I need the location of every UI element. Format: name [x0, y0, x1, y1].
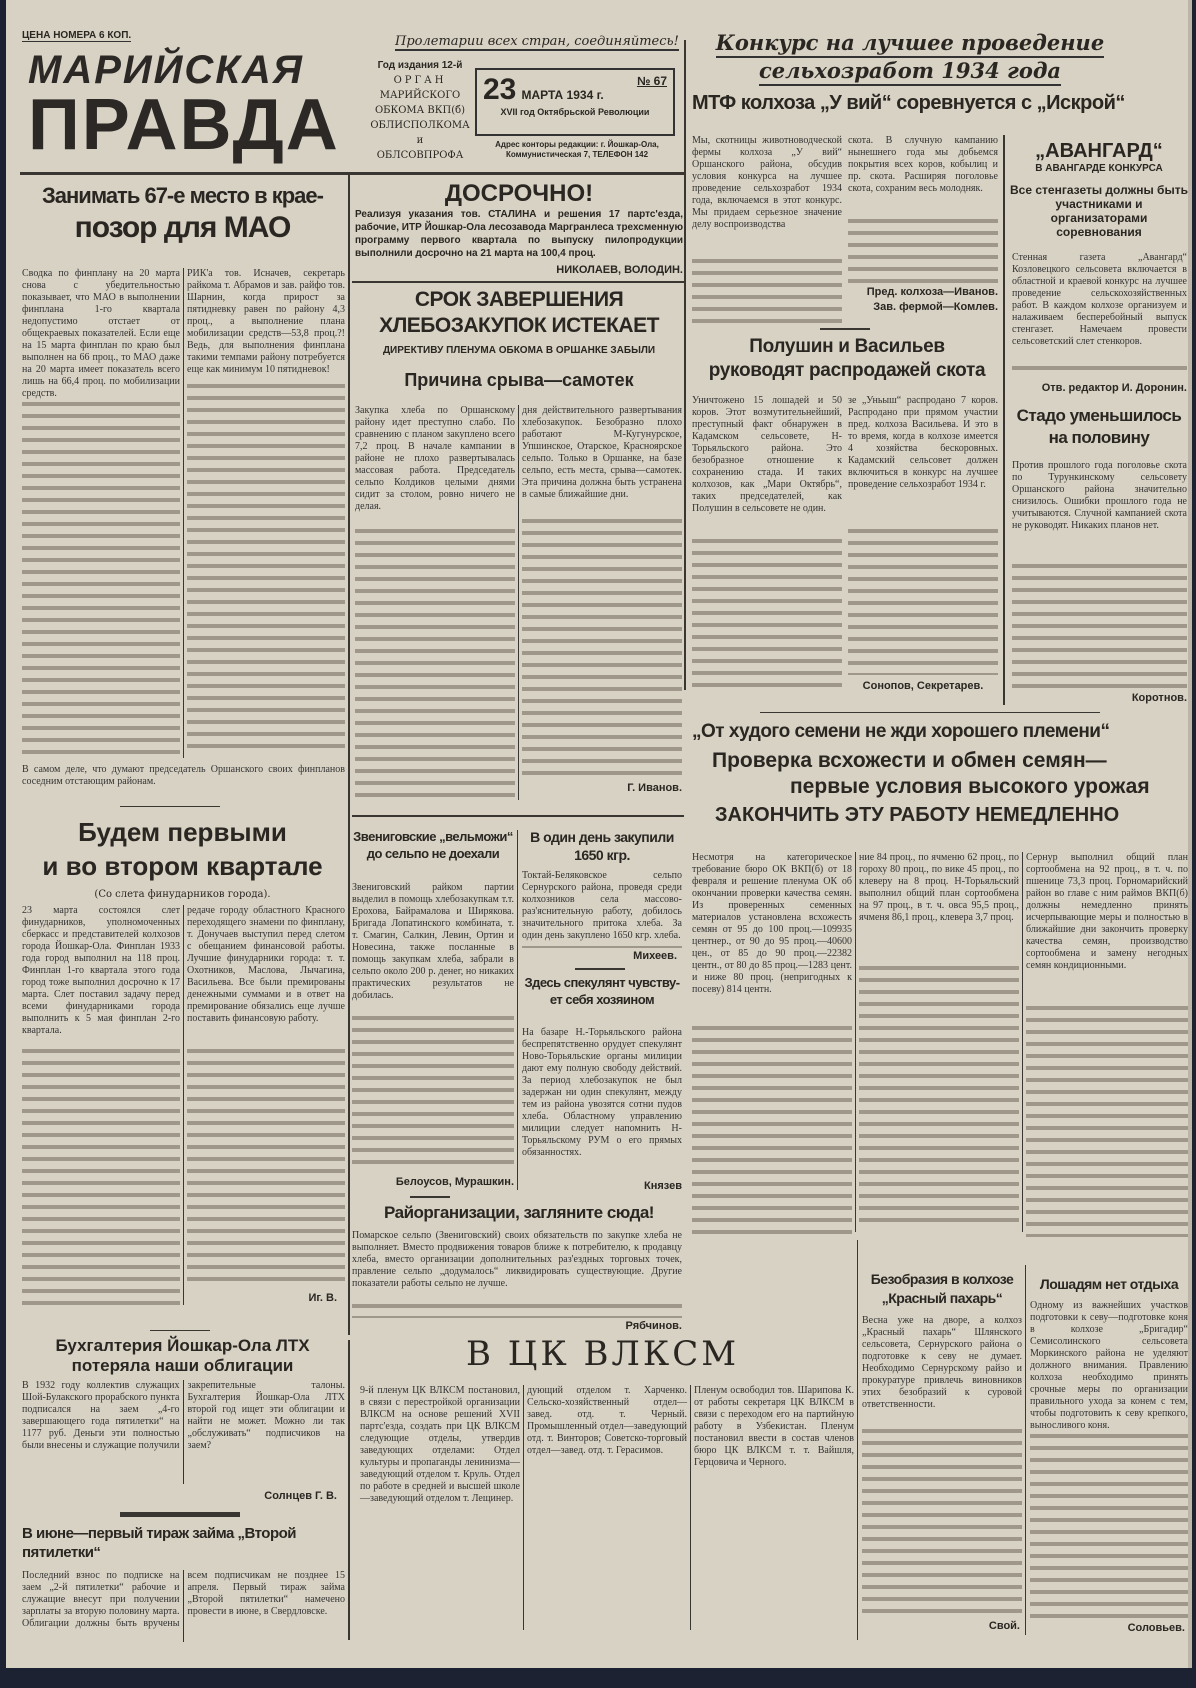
odin-den-headline	[522, 828, 682, 864]
dosrochno-text: Реализуя указания тов. СТАЛИНА и решения 17 партс'езда, рабочие, ИТР Йошкар-Ола лесозавода Маргранлеса трехсменную программу первого квартала по выпуску пилопродукции выполнили досрочно на 21 марта на 100,4 проц.	[355, 209, 683, 259]
buhgalteria-headline-line1: Бухгалтерия Йошкар-Ола ЛТХ	[55, 1336, 310, 1355]
budem-headline-line1: Будем первыми	[78, 817, 287, 847]
spekulyant-signature: Князев	[644, 1180, 682, 1192]
budem-col2: редаче городу областного Красного переходящего знамени по финплану, т. Донучаев выступил перед слетом с обещанием финансовой работы. Лучшие финударники города: т. т. Охотников, Маслова, Лычагина, Васильева. Все были премированы денежными суммами и в ответ на премирование обязались еще лучше поставить финансовую работу.	[187, 905, 345, 1287]
editorial-address: Адрес конторы редакции: г. Йошкар-Ола, Коммунистическая 7, ТЕЛЕФОН 142	[495, 140, 659, 159]
contest-line2: сельхозработ 1934 года	[759, 58, 1061, 86]
budem-col1: 23 марта состоялся слет финударников, уполномоченных сберкасс и представителей колхозов города Йошкар-Ола. Финплан 1933 года город выполнил на 118 проц. Финплан 1-го квартала этого года город тоже выполнил досрочно к 17 марта. Слет поставил задачу перед всеми финударниками города выполнить к 5 мая финплан 2-го квартала.	[22, 905, 180, 1305]
avangard-article	[1010, 140, 1188, 239]
srok-col1: Закупка хлеба по Оршанскому району идет преступно слабо. По сравнению с планом закуплено всего 7,2 проц. В начале кампании в районе не плохо развертывалась массовая работа. Председатель сельпо Колдиков целыми днями сидит за столом, ровно ничего не делая.	[355, 405, 515, 800]
seeds-col3: Сернур выполнил общий план сортообмена на 92 проц., в т. ч. по пшенице 73,3 проц. Горномарийский район во главе с ним раймов ВКП(б) должны немедленно принять исчерпывающие меры и полностью в ближайшие дни закончить проверку качества семян, производство сортообмена и замену негодных семян кондиционными.	[1026, 852, 1188, 1237]
spekulyant-headline-line1: Здесь спекулянт чувству-	[524, 975, 680, 990]
avangard-subhead: В АВАНГАРДЕ КОНКУРСА	[1035, 163, 1163, 174]
avangard-headline: „АВАНГАРД“	[1035, 140, 1163, 162]
mao-headline	[20, 182, 345, 246]
srok-headline	[355, 287, 683, 339]
buhgalteria-headline-line2: потеряла наши облигации	[71, 1356, 294, 1375]
seeds-col1: Несмотря на категорическое требование бюро ОК ВКП(б) от 18 февраля и решение пленума ОК об окончании проверки качества семян. Из проверенных семенных материалов установлена всхожесть семян от 95 до 100 проц.—109935 центнер., от 90 до 95 проц.—40600 цен., от 85 до 90 проц.—22382 центн., от 80 до 85 проц.—1283 цент. и ниже 80 проц. (непригодных к посеву) 814 центн.	[692, 852, 852, 1237]
revolution-year: XVII год Октябрьской Революции	[500, 107, 650, 117]
polushin-headline-line2: руководят распродажей скота	[708, 360, 986, 381]
loshadyam-headline: Лошадям нет отдыха	[1039, 1276, 1179, 1292]
vlksm-col1: 9-й пленум ЦК ВЛКСМ постановил, в связи с перестройкой организации ВЛКСМ на основе решений XVII партс'езда, создать при ЦК ВЛКСМ следующие отделы, утвердив заведующих отделами: Отдел культуры и пропаганды ленинизма—заведующий отделом т. Круль. Отдел по работе в средней и высшей школе—заведующий отделом т. Лещинер.	[360, 1385, 520, 1630]
seeds-subhead1: Проверка всхожести и обмен семян—	[712, 749, 1107, 772]
date-day: 23	[483, 73, 517, 106]
mtf-col2: скота. В случную кампанию нынешнего года мы добьемся покрытия всех коров, кобылиц и пр. скота. Расширяя поголовье скота, сохраним весь молодняк.	[848, 135, 998, 283]
odin-den-headline-line1: В один день закупили	[530, 829, 674, 845]
bezobrazia-headline	[862, 1270, 1022, 1308]
srok-section-title: Причина срыва—самотек	[404, 370, 634, 390]
avangard-signature: Отв. редактор И. Доронин.	[1041, 382, 1187, 394]
bezobrazia-signature: Свой.	[988, 1620, 1020, 1632]
spekulyant-headline	[522, 974, 682, 1008]
avangard-body: Стенная газета „Авангард“ Козловецкого сельсовета включается в областной и краевой конкурс на лучшее проведение сельскохозяйственных работ. В каждом колхозе организуем и налаживаем бесперебойный выпуск стенгазет. Намечаем провести сельсоветский слет стенкоров.	[1012, 252, 1187, 376]
bezobrazia-headline-line2: „Красный пахарь“	[881, 1290, 1003, 1306]
date-month-year: МАРТА 1934 г.	[521, 88, 604, 102]
loshadyam-body: Одному из важнейших участков подготовки к севу—подготовке коня в колхозе „Бригадир“ Семисолинского сельсовета Моркинского района не уделяют должного внимания. Правлению колхоза необходимо принять срочные меры по организации правильного ухода за конем с тем, чтобы подготовить к севу крепкого, выносливого коня.	[1030, 1300, 1188, 1618]
polushin-col2: зе „Уньыш“ распродано 7 коров. Распродано при прямом участии пред. колхоза Васильева. И это в то время, когда в колхозе имеется 4 хозяйства бескоровных. Кадамский сельсовет должен включиться в конкурс на лучшее проведение сельхозработ 1934 г.	[848, 395, 998, 675]
mao-headline-line2: позор для МАО	[74, 211, 291, 244]
rayorg-headline: Райорганизации, загляните сюда!	[384, 1203, 654, 1222]
dosrochno-headline: ДОСРОЧНО!	[444, 180, 594, 207]
organ-line: ОРГАН	[393, 75, 447, 86]
masthead-title-line2: ПРАВДА	[28, 85, 340, 165]
stado-headline-line2: на половину	[1048, 428, 1150, 447]
seeds-banner: ЗАКОНЧИТЬ ЭТУ РАБОТУ НЕМЕДЛЕННО	[715, 804, 1120, 826]
buhgalteria-body: В 1932 году коллектив служащих Шой-Булакского прорабского пункта подписался на заем „4-го завершающего года пятилетки“ на 1177 руб. Деньги эти полностью были внесены и служащие получили закрепительные талоны. Бухгалтерия Йошкар-Ола ЛТХ второй год ищет эти облигации и найти не может. Можно ли так „обслуживать“ подписчиков на заем?	[22, 1380, 345, 1484]
vlksm-col3: Пленум освободил тов. Шарипова К. от работы секретаря ЦК ВЛКСМ в связи с переходом его на партийную работу в Узбекистан. Пленум постановил ввести в состав членов бюро ЦК ВЛКСМ т. т. Вайшля, Герцовича и Черного.	[694, 1385, 854, 1565]
mtf-signature2: Зав. фермой—Комлев.	[873, 301, 998, 313]
seeds-headline: „От худого семени не жди хорошего племени“	[692, 721, 1110, 742]
polushin-col1: Уничтожено 15 лошадей и 50 коров. Этот возмутительнейший, преступный факт обнаружен в Кадамском сельсовете, Н-Торьяльского района. Это безобразное отношение к сохранению стада. И таких колхозов, как „Мари Октябрь“, таких председателей, как Полушин в сельсовете не один.	[692, 395, 842, 695]
zvenigovo-body: Звениговский райком партии выделил в помощь хлебозакупкам т.т. Ерохова, Байрамалова и Ширякова. Бригада Лопатинского комбината, т. т. Смагин, Салкин, Левин, Ортин и Новесина, также посланные в помощь закупкам хлеба, забрали в сельпо около 200 р. денег, но никаких практических результатов не добилась.	[352, 882, 514, 1172]
srok-headline-line1: СРОК ЗАВЕРШЕНИЯ	[414, 288, 624, 311]
issue-number: № 67	[636, 74, 667, 88]
srok-signature: Г. Иванов.	[627, 782, 682, 794]
zvenigovo-signature: Белоусов, Мурашкин.	[395, 1176, 514, 1188]
spekulyant-headline-line2: ет себя хозяином	[549, 992, 655, 1007]
vlksm-col2: дующий отделом т. Харченко. Сельско-хозяйственный отдел—завед. отд. т. Черный. Промышленный отдел—заведующий отд. т. Винторов; Советско-торговый отдел—завед. отд. т. Герасимов.	[527, 1385, 687, 1565]
srok-col2: дня действительного развертывания хлебозакупок. Безобразно плохо работают М-Кугунурское, Упшинское, Отарское, Красноярское сельпо. Только в Оршанке, на базе сельпо, есть места, срыва—самотек. Эта причина должна быть устранена в самые ближайшие дни.	[522, 405, 682, 777]
mao-headline-line1: Занимать 67-е место в крае-	[42, 183, 323, 208]
buhgalteria-signature: Солнцев Г. В.	[264, 1490, 337, 1502]
budem-headline	[20, 815, 345, 883]
buhgalteria-headline	[20, 1336, 345, 1376]
vlksm-headline: В ЦК ВЛКСМ	[465, 1334, 740, 1374]
iyune-headline: В июне—первый тираж займа „Второй пятилетки“	[22, 1525, 297, 1561]
bezobrazia-headline-line1: Безобразия в колхозе	[870, 1271, 1014, 1287]
mao-col1: Сводка по финплану на 20 марта снова с убедительностью показывает, что МАО в выполнении финплана 1-го квартала недопустимо отстает от общекраевых показателей. Если еще на 15 марта финплан по краю был выполнен на 66 проц., то МАО даже на 20 марта имеет показатель всего лишь на 66,4 проц. по мобилизации средств.	[22, 268, 180, 756]
slogan: Пролетарии всех стран, соединяйтесь!	[395, 34, 679, 49]
price-label: ЦЕНА НОМЕРА 6 КОП.	[22, 30, 132, 41]
rayorg-body: Помарское сельпо (Звениговский) своих обязательств по закупке хлеба не выполняет. Вместо продвижения товаров ближе к потребителю, к продавцу хлеба, вместо организации дополнительных раз'ездных торговых точек, правление сельпо „додумалось“ ликвидировать существующие. Другие показатели работы сельпо не лучше.	[352, 1230, 682, 1318]
zvenigovo-headline-line1: Звениговские „вельможи“	[353, 829, 513, 844]
date-box	[475, 68, 675, 136]
srok-headline-line2: ХЛЕБОЗАКУПОК ИСТЕКАЕТ	[379, 314, 659, 337]
odin-den-headline-line2: 1650 кгр.	[574, 847, 630, 863]
dosrochno-signature: НИКОЛАЕВ, ВОЛОДИН.	[556, 264, 683, 276]
mtf-signature1: Пред. колхоза—Иванов.	[866, 286, 998, 298]
bezobrazia-body: Весна уже на дворе, а колхоз „Красный пахарь“ Шлянского сельсовета, Сернурского района о подготовке к севу не думает. Необходимо Сернурскому райзо и прокуратуре привлечь виновников этих безобразий к суровой ответственности.	[862, 1315, 1022, 1615]
organ-line: ОБЛСОВПРОФА	[376, 150, 464, 161]
organ-line: ОБКОМА ВКП(б)	[374, 105, 466, 116]
organ-line: ОБЛИСПОЛКОМА и	[370, 120, 470, 146]
contest-line1: Конкурс на лучшее проведение	[716, 30, 1104, 58]
odin-den-body: Токтай-Беляковское сельпо Сернурского района, проведя среди колхозников села массово-раз'яснительную работу, добилось значительного притока хлеба. За один день закуплено 1650 кгр. хлеба.	[522, 870, 682, 948]
contest-banner	[700, 30, 1120, 86]
seeds-subhead2: первые условия высокого урожая	[790, 775, 1150, 798]
srok-subhead: ДИРЕКТИВУ ПЛЕНУМА ОБКОМА В ОРШАНКЕ ЗАБЫЛИ	[382, 345, 656, 356]
zvenigovo-headline	[352, 828, 514, 862]
stado-headline-line1: Стадо уменьшилось	[1016, 406, 1182, 425]
mtf-col1: Мы, скотницы животноводческой фермы колхоза „У вий“ Оршанского района, обсудив условия конкурса на лучшее проведение сельхозработ 1934 года, включаемся в этот конкурс. Мы придаем серьезное значение делу воспроизводства	[692, 135, 842, 323]
mtf-headline: МТФ колхоза „У вий“ соревнуется с „Искрой“	[692, 92, 1125, 114]
polushin-headline-line1: Полушин и Васильев	[749, 336, 945, 357]
budem-headline-line2: и во втором квартале	[42, 851, 323, 881]
mao-tail: В самом деле, что думают председатель Оршанского своих финпланов соседним отстающим районам.	[22, 764, 345, 794]
budem-subhead: (Со слета финударников города).	[94, 889, 271, 900]
organ-line: МАРИЙСКОГО	[379, 90, 461, 101]
rayorg-signature: Рябчинов.	[625, 1320, 682, 1332]
loshadyam-signature: Соловьев.	[1127, 1622, 1185, 1634]
stado-headline	[1010, 405, 1188, 449]
seeds-col2: ние 84 проц., по ячменю 62 проц., по гороху 80 проц., по вике 45 проц., по клеверу на 8 проц. Н-Торьяльский выполнил общий план сортообмена на 97 проц., в т. ч. овса 95,5 проц., ячменя 86,1 проц., клевера 3,7 проц.	[859, 852, 1019, 1222]
zvenigovo-headline-line2: до сельпо не доехали	[366, 846, 500, 861]
odin-den-signature: Михеев.	[633, 950, 677, 962]
stado-signature: Коротнов.	[1131, 692, 1187, 704]
stado-body: Против прошлого года поголовье скота по Турункинскому сельсовету Оршанского района значительно снизилось. Ошибки прошлого года не учитываются. Случной кампанией скота не руководят. Никаких планов нет.	[1012, 460, 1187, 688]
polushin-headline	[692, 335, 1002, 383]
avangard-lead: Все стенгазеты должны быть участниками и организаторами соревнования	[1010, 183, 1188, 239]
publication-year: Год издания 12-й	[377, 60, 463, 71]
budem-signature: Иг. В.	[308, 1292, 337, 1304]
spekulyant-body: На базаре Н.-Торьяльского района беспрепятственно орудует спекулянт Ново-Торьяльские органы милиции дают ему полную свободу действий. За период хлебозакупок не был задержан ни один спекулянт, между тем из района увозятся сотни пудов хлеба. Областному управлению милиции следует напомнить Н-Торьяльскому РУМ о его прямых обязанностях.	[522, 1027, 682, 1179]
mao-col2: РИК'а тов. Исначев, секретарь райкома т. Абрамов и зав. райфо тов. Шарнин, когда прирост за пятидневку равен по району 4,3 проц., а выполнение плана мобилизации средств—53,8 проц.?! Ведь, для выполнения финплана такими темпами району потребуется еще как минимум 10 пятидневок!	[187, 268, 345, 756]
iyune-body: Последний взнос по подписке на заем „2-й пятилетки“ рабочие и служащие внесут при получении зарплаты за вторую половину марта. Облигации должны быть вручены всем подписчикам не позднее 15 апреля. Первый тираж займа „Второй пятилетки“ намечено провести в июне, в Свердловске.	[22, 1570, 345, 1642]
masthead-title-line1: МАРИЙСКАЯ	[28, 48, 304, 92]
publisher-info	[370, 58, 470, 163]
polushin-signature: Сонопов, Секретарев.	[862, 680, 984, 692]
